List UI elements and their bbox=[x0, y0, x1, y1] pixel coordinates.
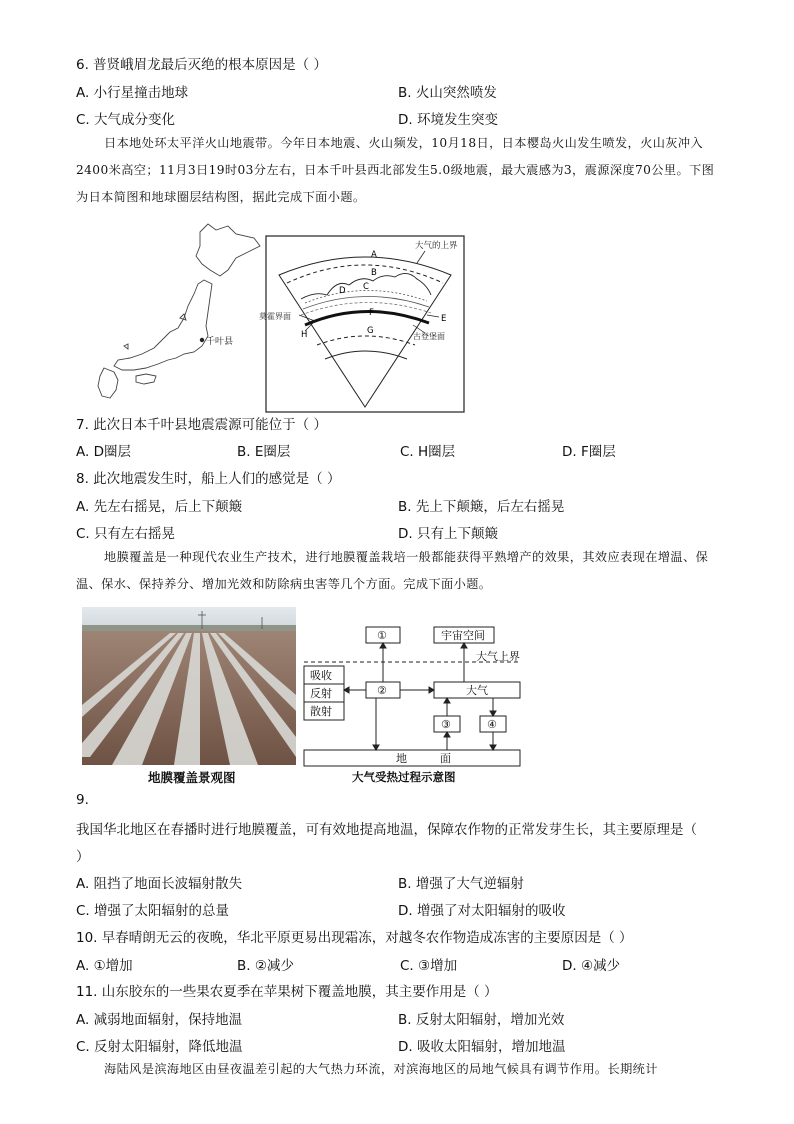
q11-option-a: A. 减弱地面辐射，保持地温 bbox=[76, 1012, 243, 1028]
q10-stem: 10. 早春晴朗无云的夜晚，华北平原更易出现霜冻，对越冬农作物造成冻害的主要原因是（ ） bbox=[76, 930, 633, 946]
label-box-3: ③ bbox=[441, 718, 451, 731]
q11-option-b: B. 反射太阳辐射，增加光效 bbox=[398, 1012, 565, 1028]
layer-letter-g: G bbox=[367, 326, 374, 336]
q8-option-c: C. 只有左右摇晃 bbox=[76, 526, 176, 542]
q9-option-a: A. 阻挡了地面长波辐射散失 bbox=[76, 876, 243, 892]
q7-stem: 7. 此次日本千叶县地震震源可能位于（ ） bbox=[76, 417, 327, 433]
layer-top-label: 大气的上界 bbox=[415, 241, 458, 251]
q9-option-d: D. 增强了对太阳辐射的吸收 bbox=[398, 903, 566, 919]
label-box-2: ② bbox=[377, 684, 387, 697]
label-scatter: 散射 bbox=[310, 705, 332, 718]
layer-letter-c: C bbox=[363, 282, 369, 292]
q6-option-b: B. 火山突然喷发 bbox=[398, 85, 497, 101]
q8-option-b: B. 先上下颠簸，后左右摇晃 bbox=[398, 499, 565, 515]
q8-option-d: D. 只有上下颠簸 bbox=[398, 526, 498, 542]
chiba-label: 千叶县 bbox=[206, 337, 234, 347]
q6-option-d: D. 环境发生突变 bbox=[398, 112, 498, 128]
layer-letter-f: F bbox=[369, 308, 374, 318]
layer-letter-b: B bbox=[371, 268, 377, 278]
layer-letter-e: E bbox=[441, 314, 447, 324]
q9-option-c: C. 增强了太阳辐射的总量 bbox=[76, 903, 230, 919]
q6-option-c: C. 大气成分变化 bbox=[76, 112, 176, 128]
q8-option-a: A. 先左右摇晃，后上下颠簸 bbox=[76, 499, 243, 515]
passage-japan: 日本地处环太平洋火山地震带。今年日本地震、火山频发，10月18日，日本樱岛火山发生喷发，火山灰冲入2400米高空；11月3日19时03分左右，日本千叶县西北部发生5.0级地震，最大震感为3，震源深度70公里。下图为日本简图和地球圈层结构图，据此完成下面小题。 bbox=[76, 136, 715, 204]
mulch-photo bbox=[82, 607, 296, 765]
q6-option-a: A. 小行星撞击地球 bbox=[76, 85, 189, 101]
q9-option-b: B. 增强了大气逆辐射 bbox=[398, 876, 524, 892]
q8-stem: 8. 此次地震发生时，船上人们的感觉是（ ） bbox=[76, 471, 341, 487]
label-ground-right: 面 bbox=[440, 752, 451, 765]
q10-option-b: B. ②减少 bbox=[237, 958, 294, 974]
layer-letter-h: H bbox=[301, 330, 308, 340]
q10-option-c: C. ③增加 bbox=[400, 958, 458, 974]
moho-label: 莫霍界面 bbox=[259, 312, 291, 321]
q9-number: 9. bbox=[76, 792, 89, 808]
q7-option-c: C. H圈层 bbox=[400, 444, 456, 460]
q9-stem-line2: ） bbox=[76, 849, 90, 865]
q6-stem: 6. 普贤峨眉龙最后灭绝的根本原因是（ ） bbox=[76, 57, 327, 73]
q7-option-a: A. D圈层 bbox=[76, 444, 131, 460]
photo-caption: 地膜覆盖景观图 bbox=[148, 770, 236, 785]
diagram-caption: 大气受热过程示意图 bbox=[352, 770, 456, 784]
passage-mulch: 地膜覆盖是一种现代农业生产技术，进行地膜覆盖栽培一般都能获得平熟增产的效果，其效应表现在增温、保温、保水、保持养分、增加光效和防除病虫害等几个方面。完成下面小题。 bbox=[76, 550, 709, 591]
q9-stem-line1: 我国华北地区在春播时进行地膜覆盖，可有效地提高地温，保障农作物的正常发芽生长，其主要原理是（ bbox=[76, 822, 697, 838]
layer-letter-a: A bbox=[371, 250, 377, 260]
q10-option-d: D. ④减少 bbox=[562, 958, 621, 974]
layer-letter-d: D bbox=[339, 286, 346, 296]
mulch-field-image bbox=[82, 607, 296, 765]
earth-layer-diagram bbox=[259, 235, 465, 413]
label-ground-left: 地 bbox=[396, 752, 407, 765]
label-absorb: 吸收 bbox=[310, 669, 332, 682]
heating-process-diagram bbox=[300, 622, 524, 768]
label-space: 宇宙空间 bbox=[441, 629, 485, 642]
label-reflect: 反射 bbox=[310, 687, 332, 700]
q10-option-a: A. ①增加 bbox=[76, 958, 133, 974]
box-ground bbox=[304, 750, 520, 766]
label-atmosphere: 大气 bbox=[466, 684, 488, 697]
q11-option-d: D. 吸收太阳辐射，增加地温 bbox=[398, 1039, 566, 1055]
label-top-boundary: 大气上界 bbox=[476, 650, 520, 663]
gutenberg-label: 古登堡面 bbox=[413, 332, 445, 341]
label-box-4: ④ bbox=[487, 718, 497, 731]
japan-map bbox=[84, 218, 264, 403]
passage-sea-breeze: 海陆风是滨海地区由昼夜温差引起的大气热力环流，对滨海地区的局地气候具有调节作用。长期统计 bbox=[104, 1062, 658, 1076]
q11-option-c: C. 反射太阳辐射，降低地温 bbox=[76, 1039, 243, 1055]
q7-option-d: D. F圈层 bbox=[562, 444, 616, 460]
q7-option-b: B. E圈层 bbox=[237, 444, 291, 460]
label-box-1: ① bbox=[377, 629, 387, 642]
q11-stem: 11. 山东胶东的一些果农夏季在苹果树下覆盖地膜，其主要作用是（ ） bbox=[76, 984, 498, 1000]
